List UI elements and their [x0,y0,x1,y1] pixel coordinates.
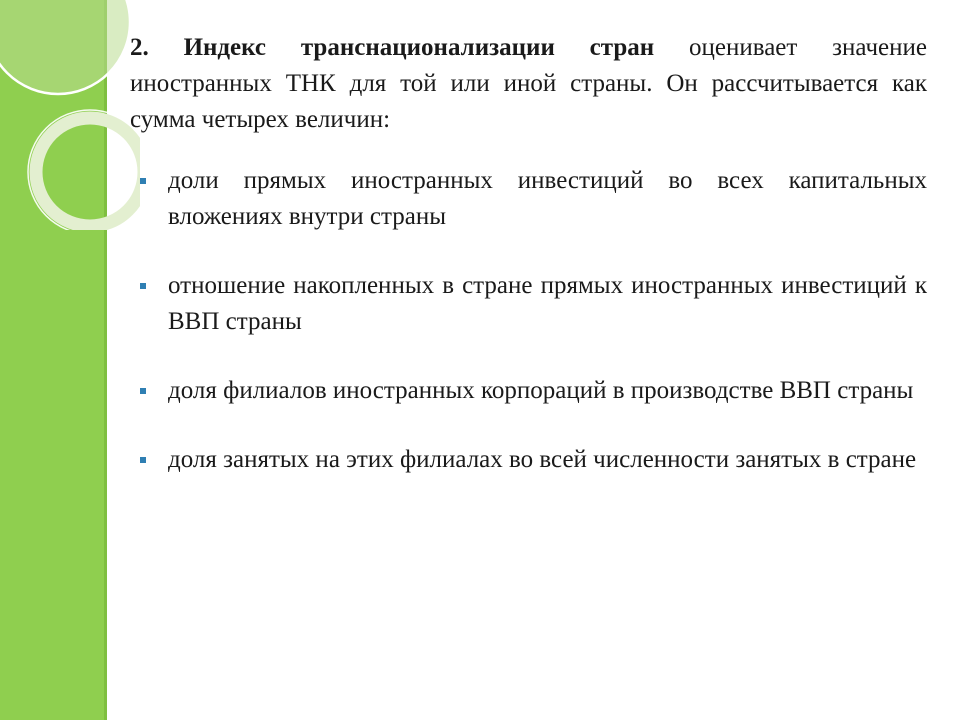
list-item [130,163,927,235]
square-bullet-icon [140,283,146,289]
slide-content [130,30,927,511]
square-bullet-icon [140,388,146,394]
list-item [130,268,927,340]
circle-ornament [0,0,140,230]
bullet-text: доля филиалов иностранных корпораций в производстве ВВП страны [168,377,914,404]
square-bullet-icon [140,178,146,184]
intro-text: оценивает значение иностранных ТНК для той или иной страны. Он рассчитывается как сумма четырех величин: [130,34,927,133]
bullet-text: доли прямых иностранных инвестиций во всех капитальных вложениях внутри страны [168,167,927,230]
intro-heading: 2. Индекс транснационализации стран [130,34,655,61]
list-item [130,373,927,409]
bullet-list [130,163,927,478]
square-bullet-icon [140,457,146,463]
bullet-text: отношение накопленных в стране прямых иностранных инвестиций к ВВП страны [168,272,927,335]
list-item [130,442,927,478]
bullet-text: доля занятых на этих филиалах во всей численности занятых в стране [168,446,917,473]
intro-paragraph [130,30,927,138]
